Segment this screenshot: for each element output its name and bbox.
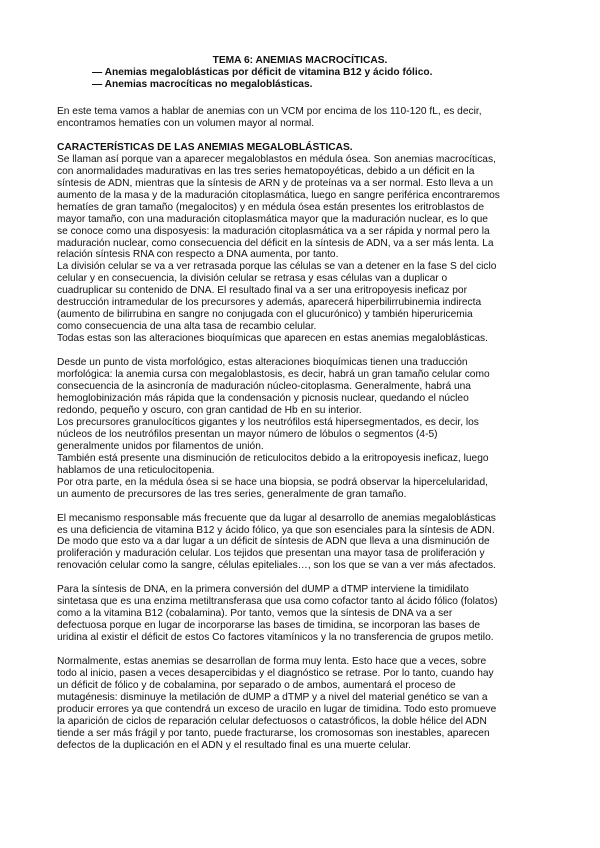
text-line: destrucción intramedular de los precursores y además, aparecerá hiperbilirrubinemia indirecta [57, 297, 482, 309]
paragraph-morphology [57, 357, 547, 500]
text-line: sintetasa que es una enzima metiltransferasa que usa como cofactor tanto al ácido fólico (folatos) [57, 596, 498, 608]
subtitle: — Anemias megaloblásticas por déficit de vitamina B12 y ácido fólico. [92, 66, 433, 78]
text-line: cuadruplicar su contenido de DNA. El resultado final va a ser una eritropoyesis ineficaz por [57, 285, 467, 297]
subtitle: — Anemias macrocíticas no megaloblásticas. [92, 78, 313, 90]
paragraph-biochemistry [57, 154, 547, 345]
document-body [57, 106, 547, 764]
text-line: es una deficiencia de vitamina B12 y ácido fólico, ya que son esenciales para la síntesis de ADN. [57, 524, 495, 536]
text-line: Por otra parte, en la médula ósea si se hace una biopsia, se podrá observar la hipercelularidad, [57, 476, 488, 488]
text-line: Todas estas son las alteraciones bioquímicas que aparecen en estas anemias megaloblásticas. [57, 333, 488, 345]
text-line: se conoce como una disposyesis: la maduración citoplasmática va a ser rápida y normal pero la [57, 225, 490, 237]
text-line: tiende a ser más frágil y por tanto, puede fracturarse, los cromosomas son inestables, aparecen [57, 727, 490, 739]
text-line: encontramos hematíes con un volumen mayor al normal. [57, 117, 315, 129]
text-line: Los precursores granulocíticos gigantes y los neutrófilos está hipersegmentados, es decir, los [57, 416, 479, 428]
text-line: defectuosa porque en lugar de incorporarse las bases de timidina, se incorporan las bases de [57, 620, 481, 632]
paragraph-mechanism [57, 513, 547, 573]
text-line: generalmente unidos por filamentos de unión. [57, 440, 264, 452]
text-line: En este tema vamos a hablar de anemias con un VCM por encima de los 110-120 fL, es decir, [57, 106, 482, 117]
text-line: mayor tamaño, con una maduración citoplasmática mayor que la maduración nuclear, es lo que [57, 213, 488, 225]
text-line: uridina al existir el déficit de estos Co factores vitamínicos y la no transferencia de grupos metilo. [57, 632, 494, 644]
text-line: Se llaman así porque van a aparecer megaloblastos en médula ósea. Son anemias macrocíticas, [57, 153, 496, 165]
document-header [0, 55, 600, 91]
text-line: maduración nuclear, como consecuencia del déficit en la síntesis de ADN, va a ser más lenta. La [57, 237, 494, 249]
text-line: La división celular se va a ver retrasada porque las células se van a detener en la fase S del ciclo [57, 261, 497, 273]
text-line: como consecuencia de una alta tasa de recambio celular. [57, 321, 317, 333]
text-line: De modo que esto va a dar lugar a un déficit de síntesis de ADN que lleva a una disminución de [57, 536, 490, 548]
text-line: relación síntesis RNA con respecto a DNA aumenta, por tanto. [57, 249, 339, 261]
text-line: celular y en consecuencia, la división celular se retrasa y esas células van a duplicar o [57, 273, 448, 285]
text-line: aumento de la masa y de la maduración citoplasmática, luego en sangre periférica encontraremos [57, 189, 500, 201]
text-line: (aumento de bilirrubina en sangre no conjugada con el glucurónico) y también hiperuricemia [57, 309, 473, 321]
paragraph-dna-synthesis [57, 584, 547, 644]
text-line: hemoglobinización más rápida que la condensación y picnosis nuclear, quedando el núcleo [57, 392, 469, 404]
text-line: producir errores ya que contendrá un exceso de uracilo en lugar de timidina. Todo esto promueve [57, 703, 497, 715]
text-line: un déficit de fólico y de cobalamina, por separado o de ambos, aumentará el proceso de [57, 679, 456, 691]
text-line: núcleos de los neutrófilos presentan un mayor número de lóbulos o segmentos (4-5) [57, 428, 438, 440]
text-line: hematíes de gran tamaño (megalocitos) y en médula ósea están presentes los eritroblastos de [57, 201, 484, 213]
text-line: síntesis de ADN, mientras que la síntesis de ARN y de proteínas va a ser normal. Esto lleva a un [57, 177, 494, 189]
intro-paragraph [57, 106, 547, 130]
text-line: El mecanismo responsable más frecuente que da lugar al desarrollo de anemias megaloblásticas [57, 512, 496, 524]
text-line: renovación celular como la sangre, células epiteliales…, son los que se van a ver más afectados. [57, 560, 496, 572]
text-line: Desde un punto de vista morfológico, estas alteraciones bioquímicas tienen una traducción [57, 357, 468, 369]
text-line: la aparición de ciclos de reparación celular defectuosos o catastróficos, la doble hélice del ADN [57, 715, 487, 727]
text-line: morfológica: la anemia cursa con megaloblastosis, es decir, habrá un gran tamaño celular como [57, 369, 490, 381]
text-line: También está presente una disminución de reticulocitos debido a la eritropoyesis ineficaz, luego [57, 452, 489, 464]
text-line: consecuencia de la asincronía de maduración núcleo-citoplasma. Generalmente, habrá una [57, 381, 471, 393]
section-heading: CARACTERÍSTICAS DE LAS ANEMIAS MEGALOBLÁSTICAS. [57, 141, 353, 153]
paragraph-development [57, 656, 547, 752]
text-line: defectos de la duplicación en el ADN y el resultado final es una muerte celular. [57, 739, 411, 751]
document-title: TEMA 6: ANEMIAS MACROCÍTICAS. [212, 55, 388, 66]
text-line: un aumento de precursores de las tres series, generalmente de gran tamaño. [57, 488, 407, 500]
text-line: Para la síntesis de DNA, en la primera conversión del dUMP a dTMP interviene la timidilato [57, 584, 469, 596]
text-line: proliferación y maduración celular. Los tejidos que presentan una mayor tasa de proliferación y [57, 548, 485, 560]
text-line: Normalmente, estas anemias se desarrollan de forma muy lenta. Esto hace que a veces, sobre [57, 656, 487, 668]
text-line: hablamos de una reticulocitopenia. [57, 464, 215, 476]
text-line: todo al inicio, pasen a veces desapercibidas y el diagnóstico se retrase. Por lo tanto, cuando hay [57, 668, 494, 680]
text-line: con anormalidades madurativas en las tres series hematopoyéticas, debido a un déficit en la [57, 165, 475, 177]
text-line: redondo, pequeño y oscuro, con gran cantidad de Hb en su interior. [57, 404, 362, 416]
text-line: mutagénesis: disminuye la metilación de dUMP a dTMP y a nivel del material genético se van a [57, 691, 488, 703]
text-line: como a la vitamina B12 (cobalamina). Por tanto, vemos que la síntesis de DNA va a ser [57, 608, 453, 620]
